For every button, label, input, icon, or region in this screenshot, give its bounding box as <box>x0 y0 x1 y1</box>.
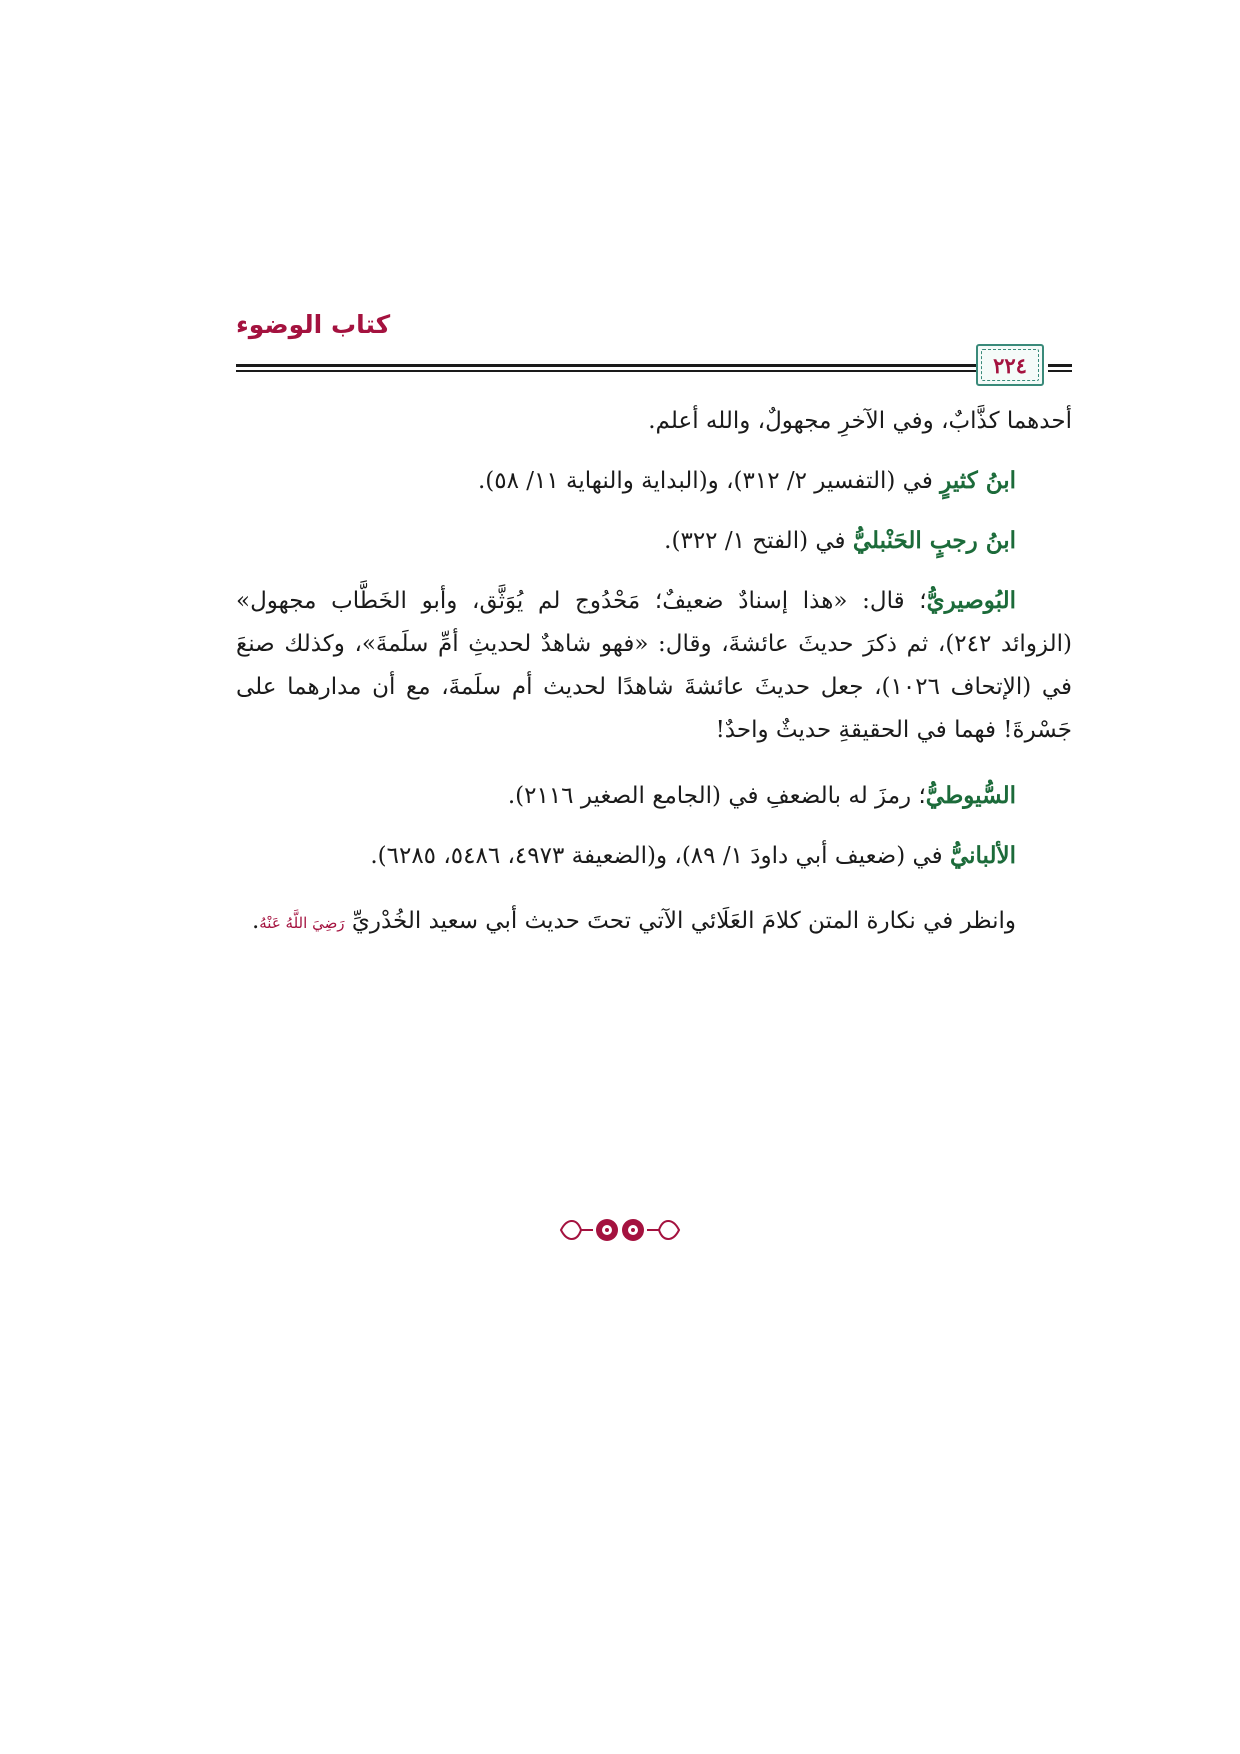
section-end-ornament-icon <box>555 1210 685 1250</box>
citation-text: في (التفسير ٢/ ٣١٢)، و(البداية والنهاية ١١/ ٥٨). <box>477 468 941 494</box>
running-title: كتاب الوضوء <box>236 310 391 339</box>
paragraph-end: . <box>251 908 260 934</box>
paragraph <box>236 900 1072 945</box>
citation-text: في (ضعيف أبي داودَ ١/ ٨٩)، و(الضعيفة ٤٩٧٣، ٥٤٨٦، ٦٢٨٥). <box>370 843 950 869</box>
paragraph-text: أحدهما كذَّابٌ، وفي الآخرِ مجهولٌ، والله أعلم. <box>648 408 1072 434</box>
scholar-name: البُوصيريُّ <box>926 587 1016 614</box>
paragraph-text: وانظر في نكارة المتن كلامَ العَلَائي الآتي تحتَ حديث أبي سعيد الخُدْريِّ <box>344 908 1016 934</box>
page-number-frame <box>976 344 1044 386</box>
header-rule-thin <box>236 370 1010 372</box>
header-rule-thick <box>236 364 1010 367</box>
citation-text: ؛ رمزَ له بالضعفِ في (الجامع الصغير ٢١١٦). <box>507 783 926 809</box>
page-number: ٢٢٤ <box>993 352 1027 378</box>
page-header <box>236 310 1072 392</box>
scholar-name: ابنُ كثيرٍ <box>940 467 1016 494</box>
citation-entry <box>236 834 1072 878</box>
citation-entry <box>236 579 1072 752</box>
page-body <box>236 400 1072 967</box>
scholar-name: ابنُ رجبٍ الحَنْبليُّ <box>852 527 1016 554</box>
header-rule-right-thick <box>1048 364 1072 367</box>
citation-entry <box>236 459 1072 503</box>
scholar-name: الألبانيُّ <box>949 842 1016 869</box>
header-rule-right-thin <box>1048 370 1072 372</box>
citation-text: في (الفتح ١/ ٣٢٢). <box>664 528 853 554</box>
citation-text: ؛ قال: «هذا إسنادٌ ضعيفٌ؛ مَحْدُوج لم يُوَثَّق، وأبو الخَطَّاب مجهول» (الزوائد ٢٤٢)، ثم ذكرَ حديثَ عائشةَ، وقال: «فهو شاهدٌ لحديثِ أمِّ سلَمةَ»، وكذلك صنعَ في (الإتحاف ١٠٢٦)، جعل حديثَ عائشةَ شاهدًا لحديث أم سلَمةَ، مع أن مدارهما على جَسْرةَ! فهما في الحقيقةِ حديثٌ واحدٌ! <box>236 588 1072 743</box>
paragraph <box>236 400 1072 443</box>
scholar-name: السُّيوطيُّ <box>925 782 1016 809</box>
honorific-glyph: رَضِيَ اللَّهُ عَنْهُ <box>259 914 345 932</box>
citation-entry <box>236 519 1072 563</box>
citation-entry <box>236 774 1072 818</box>
